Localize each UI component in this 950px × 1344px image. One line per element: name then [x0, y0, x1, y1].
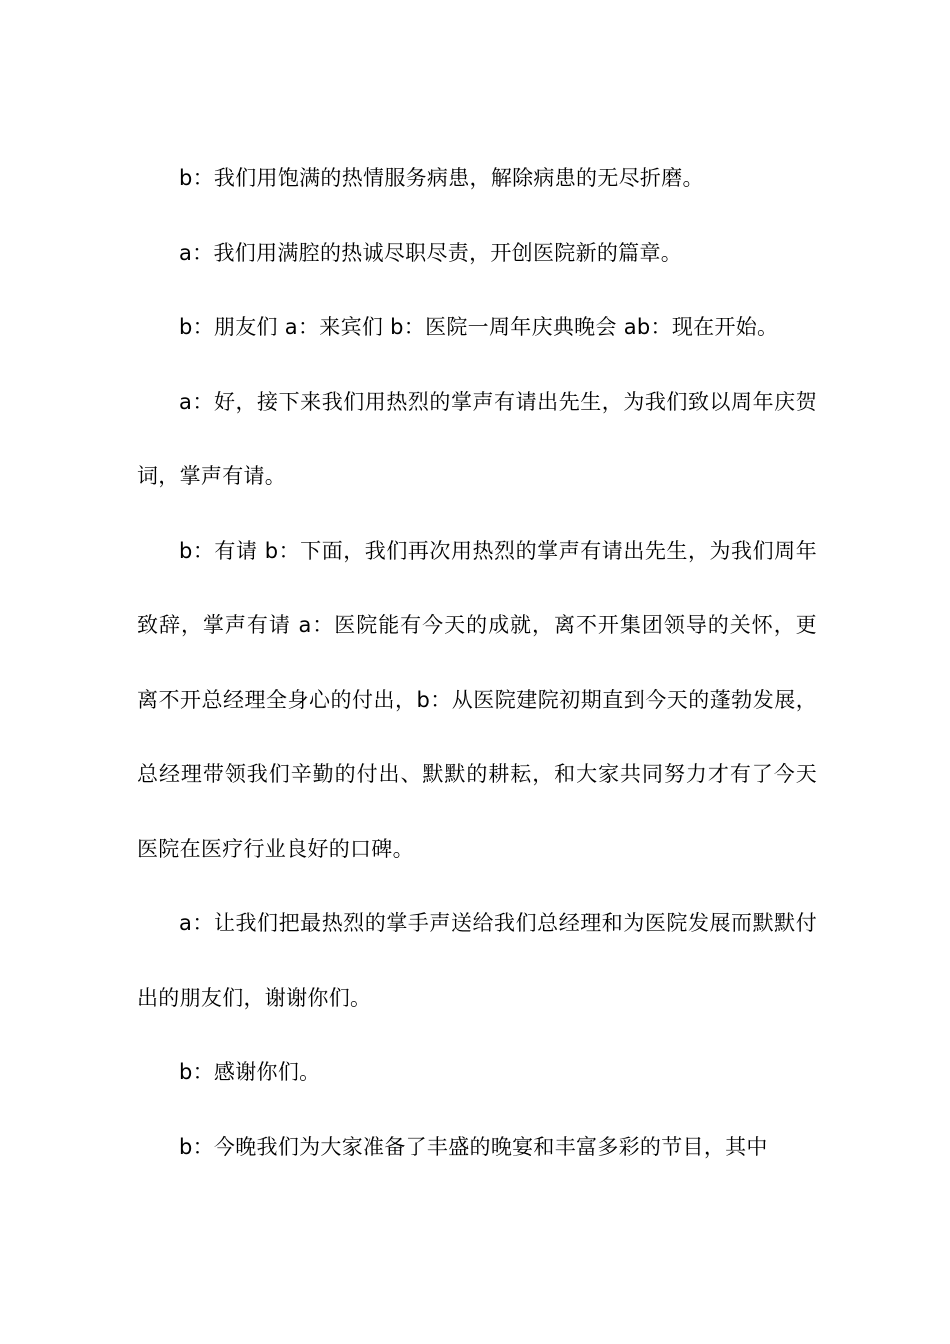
- paragraph-8: b：今晚我们为大家准备了丰盛的晚宴和丰富多彩的节目，其中: [179, 1134, 768, 1159]
- paragraph-3: b：朋友们 a：来宾们 b：医院一周年庆典晚会 ab：现在开始。: [179, 315, 779, 339]
- paragraph-6: a：让我们把最热烈的掌手声送给我们总经理和为医院发展而默默付出的朋友们，谢谢你们。: [137, 911, 817, 1010]
- paragraph-4: a：好，接下来我们用热烈的掌声有请出先生，为我们致以周年庆贺词，掌声有请。: [137, 389, 817, 488]
- paragraph-5: b：有请 b：下面，我们再次用热烈的掌声有请出先生，为我们周年致辞，掌声有请 a：医院能有今天的成就，离不开集团领导的关怀，更离不开总经理全身心的付出，b：从医院建院初期直到今天的蓬勃发展，总经理带领我们辛勤的付出、默默的耕耘，和大家共同努力才有了今天医院在医疗行业良好的口碑。: [137, 538, 817, 861]
- document-body: [137, 141, 817, 1184]
- paragraph-7: b：感谢你们。: [179, 1060, 321, 1084]
- paragraph-2: a：我们用满腔的热诚尽职尽责，开创医院新的篇章。: [179, 240, 683, 265]
- paragraph-1: b：我们用饱满的热情服务病患，解除病患的无尽折磨。: [179, 166, 704, 190]
